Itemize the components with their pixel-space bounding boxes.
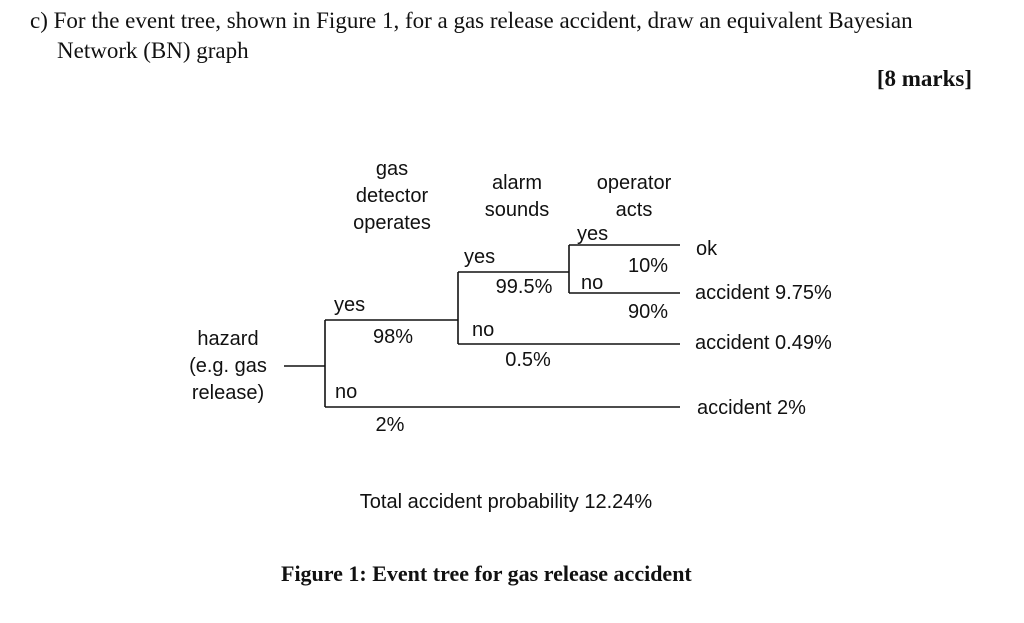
operator-yes-prob: 10% (627, 255, 669, 277)
header-gas-detector-line3: operates (353, 212, 431, 234)
alarm-no-label: no (472, 319, 495, 341)
hazard-label-line1: hazard (197, 328, 259, 350)
operator-no-label: no (581, 272, 604, 294)
operator-no-prob: 90% (627, 301, 669, 323)
header-alarm-line1: alarm (491, 172, 543, 194)
operator-yes-label: yes (577, 223, 609, 245)
detector-yes-prob: 98% (372, 326, 414, 348)
detector-yes-label: yes (334, 294, 366, 316)
hazard-label-line3: release) (191, 382, 265, 404)
detector-no-label: no (335, 381, 358, 403)
hazard-label-line2: (e.g. gas (189, 355, 267, 377)
total-accident-probability: Total accident probability 12.24% (359, 491, 653, 513)
outcome-accident-alarm: accident 0.49% (695, 332, 832, 354)
outcome-ok: ok (696, 238, 718, 260)
header-operator-line1: operator (596, 172, 672, 194)
outcome-accident-detector: accident 2% (697, 397, 806, 419)
header-operator-line2: acts (615, 199, 653, 221)
outcome-accident-operator: accident 9.75% (695, 282, 832, 304)
alarm-yes-label: yes (464, 246, 496, 268)
alarm-no-prob: 0.5% (505, 349, 551, 371)
header-alarm-line2: sounds (484, 199, 550, 221)
figure-caption: Figure 1: Event tree for gas release accident (281, 561, 692, 586)
detector-no-prob: 2% (375, 414, 405, 436)
question-text: c) For the event tree, shown in Figure 1, for a gas release accident, draw an equivalent Bayesian (30, 8, 913, 33)
marks-label: [8 marks] (876, 66, 972, 91)
alarm-yes-prob: 99.5% (495, 276, 553, 298)
question-text-continued: Network (BN) graph (57, 38, 249, 63)
header-gas-detector-line2: detector (355, 185, 429, 207)
header-gas-detector-line1: gas (375, 158, 409, 180)
